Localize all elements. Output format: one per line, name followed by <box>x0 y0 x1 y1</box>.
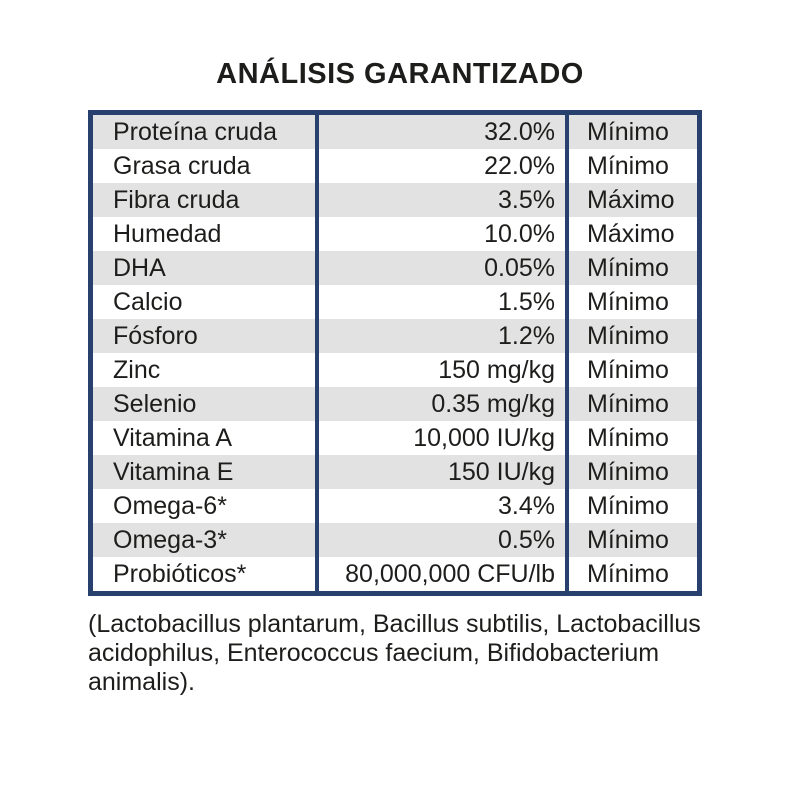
nutrient-name-cell: Probióticos* <box>93 557 319 591</box>
nutrient-name-cell: Calcio <box>93 285 319 319</box>
nutrient-value-cell: 10.0% <box>319 217 569 251</box>
limit-type-cell: Máximo <box>587 185 675 214</box>
nutrient-value-cell: 22.0% <box>319 149 569 183</box>
limit-type-cell: Mínimo <box>587 355 669 384</box>
table-row <box>93 319 697 353</box>
table-row <box>93 285 697 319</box>
nutrient-value-cell: 32.0% <box>319 115 569 149</box>
nutrient-name-cell: Omega-3* <box>93 523 319 557</box>
nutrient-name-cell: Vitamina E <box>93 455 319 489</box>
limit-type-cell: Mínimo <box>587 287 669 316</box>
table-row <box>93 149 697 183</box>
nutrient-value-cell: 0.35 mg/kg <box>319 387 569 421</box>
nutrient-name-cell: Proteína cruda <box>93 115 319 149</box>
table-row <box>93 523 697 557</box>
nutrient-value-cell: 0.5% <box>319 523 569 557</box>
limit-type-cell: Mínimo <box>587 423 669 452</box>
nutrient-value-cell: 3.4% <box>319 489 569 523</box>
table-row <box>93 557 697 591</box>
nutrient-value-cell: 10,000 IU/kg <box>319 421 569 455</box>
nutrient-value-cell: 150 mg/kg <box>319 353 569 387</box>
nutrient-name-cell: Humedad <box>93 217 319 251</box>
limit-type-cell: Mínimo <box>587 457 669 486</box>
table-row <box>93 183 697 217</box>
limit-type-cell: Mínimo <box>587 321 669 350</box>
table-row <box>93 455 697 489</box>
limit-type-cell: Mínimo <box>587 117 669 146</box>
nutrient-value-cell: 150 IU/kg <box>319 455 569 489</box>
nutrient-name-cell: DHA <box>93 251 319 285</box>
table-row <box>93 115 697 149</box>
nutrient-name-cell: Omega-6* <box>93 489 319 523</box>
table-row <box>93 421 697 455</box>
guaranteed-analysis-table <box>88 110 702 596</box>
nutrient-name-cell: Vitamina A <box>93 421 319 455</box>
nutrient-name-cell: Zinc <box>93 353 319 387</box>
limit-type-cell: Mínimo <box>587 491 669 520</box>
limit-type-cell: Mínimo <box>587 559 669 588</box>
nutrient-name-cell: Selenio <box>93 387 319 421</box>
nutrient-value-cell: 0.05% <box>319 251 569 285</box>
probiotics-footnote: (Lactobacillus plantarum, Bacillus subtilis, Lactobacillus acidophilus, Enterococcus faecium, Bifidobacterium animalis). <box>88 610 701 696</box>
limit-type-cell: Mínimo <box>587 151 669 180</box>
nutrient-name-cell: Fósforo <box>93 319 319 353</box>
nutrient-value-cell: 1.2% <box>319 319 569 353</box>
limit-type-cell: Mínimo <box>587 389 669 418</box>
nutrient-value-cell: 1.5% <box>319 285 569 319</box>
table-row <box>93 251 697 285</box>
nutrient-value-cell: 3.5% <box>319 183 569 217</box>
nutrient-name-cell: Fibra cruda <box>93 183 319 217</box>
limit-type-cell: Máximo <box>587 219 675 248</box>
table-row <box>93 489 697 523</box>
limit-type-cell: Mínimo <box>587 253 669 282</box>
nutrient-name-cell: Grasa cruda <box>93 149 319 183</box>
nutrient-value-cell: 80,000,000 CFU/lb <box>319 557 569 591</box>
table-row <box>93 387 697 421</box>
page-title: ANÁLISIS GARANTIZADO <box>216 58 584 90</box>
limit-type-cell: Mínimo <box>587 525 669 554</box>
table-row <box>93 217 697 251</box>
table-row <box>93 353 697 387</box>
